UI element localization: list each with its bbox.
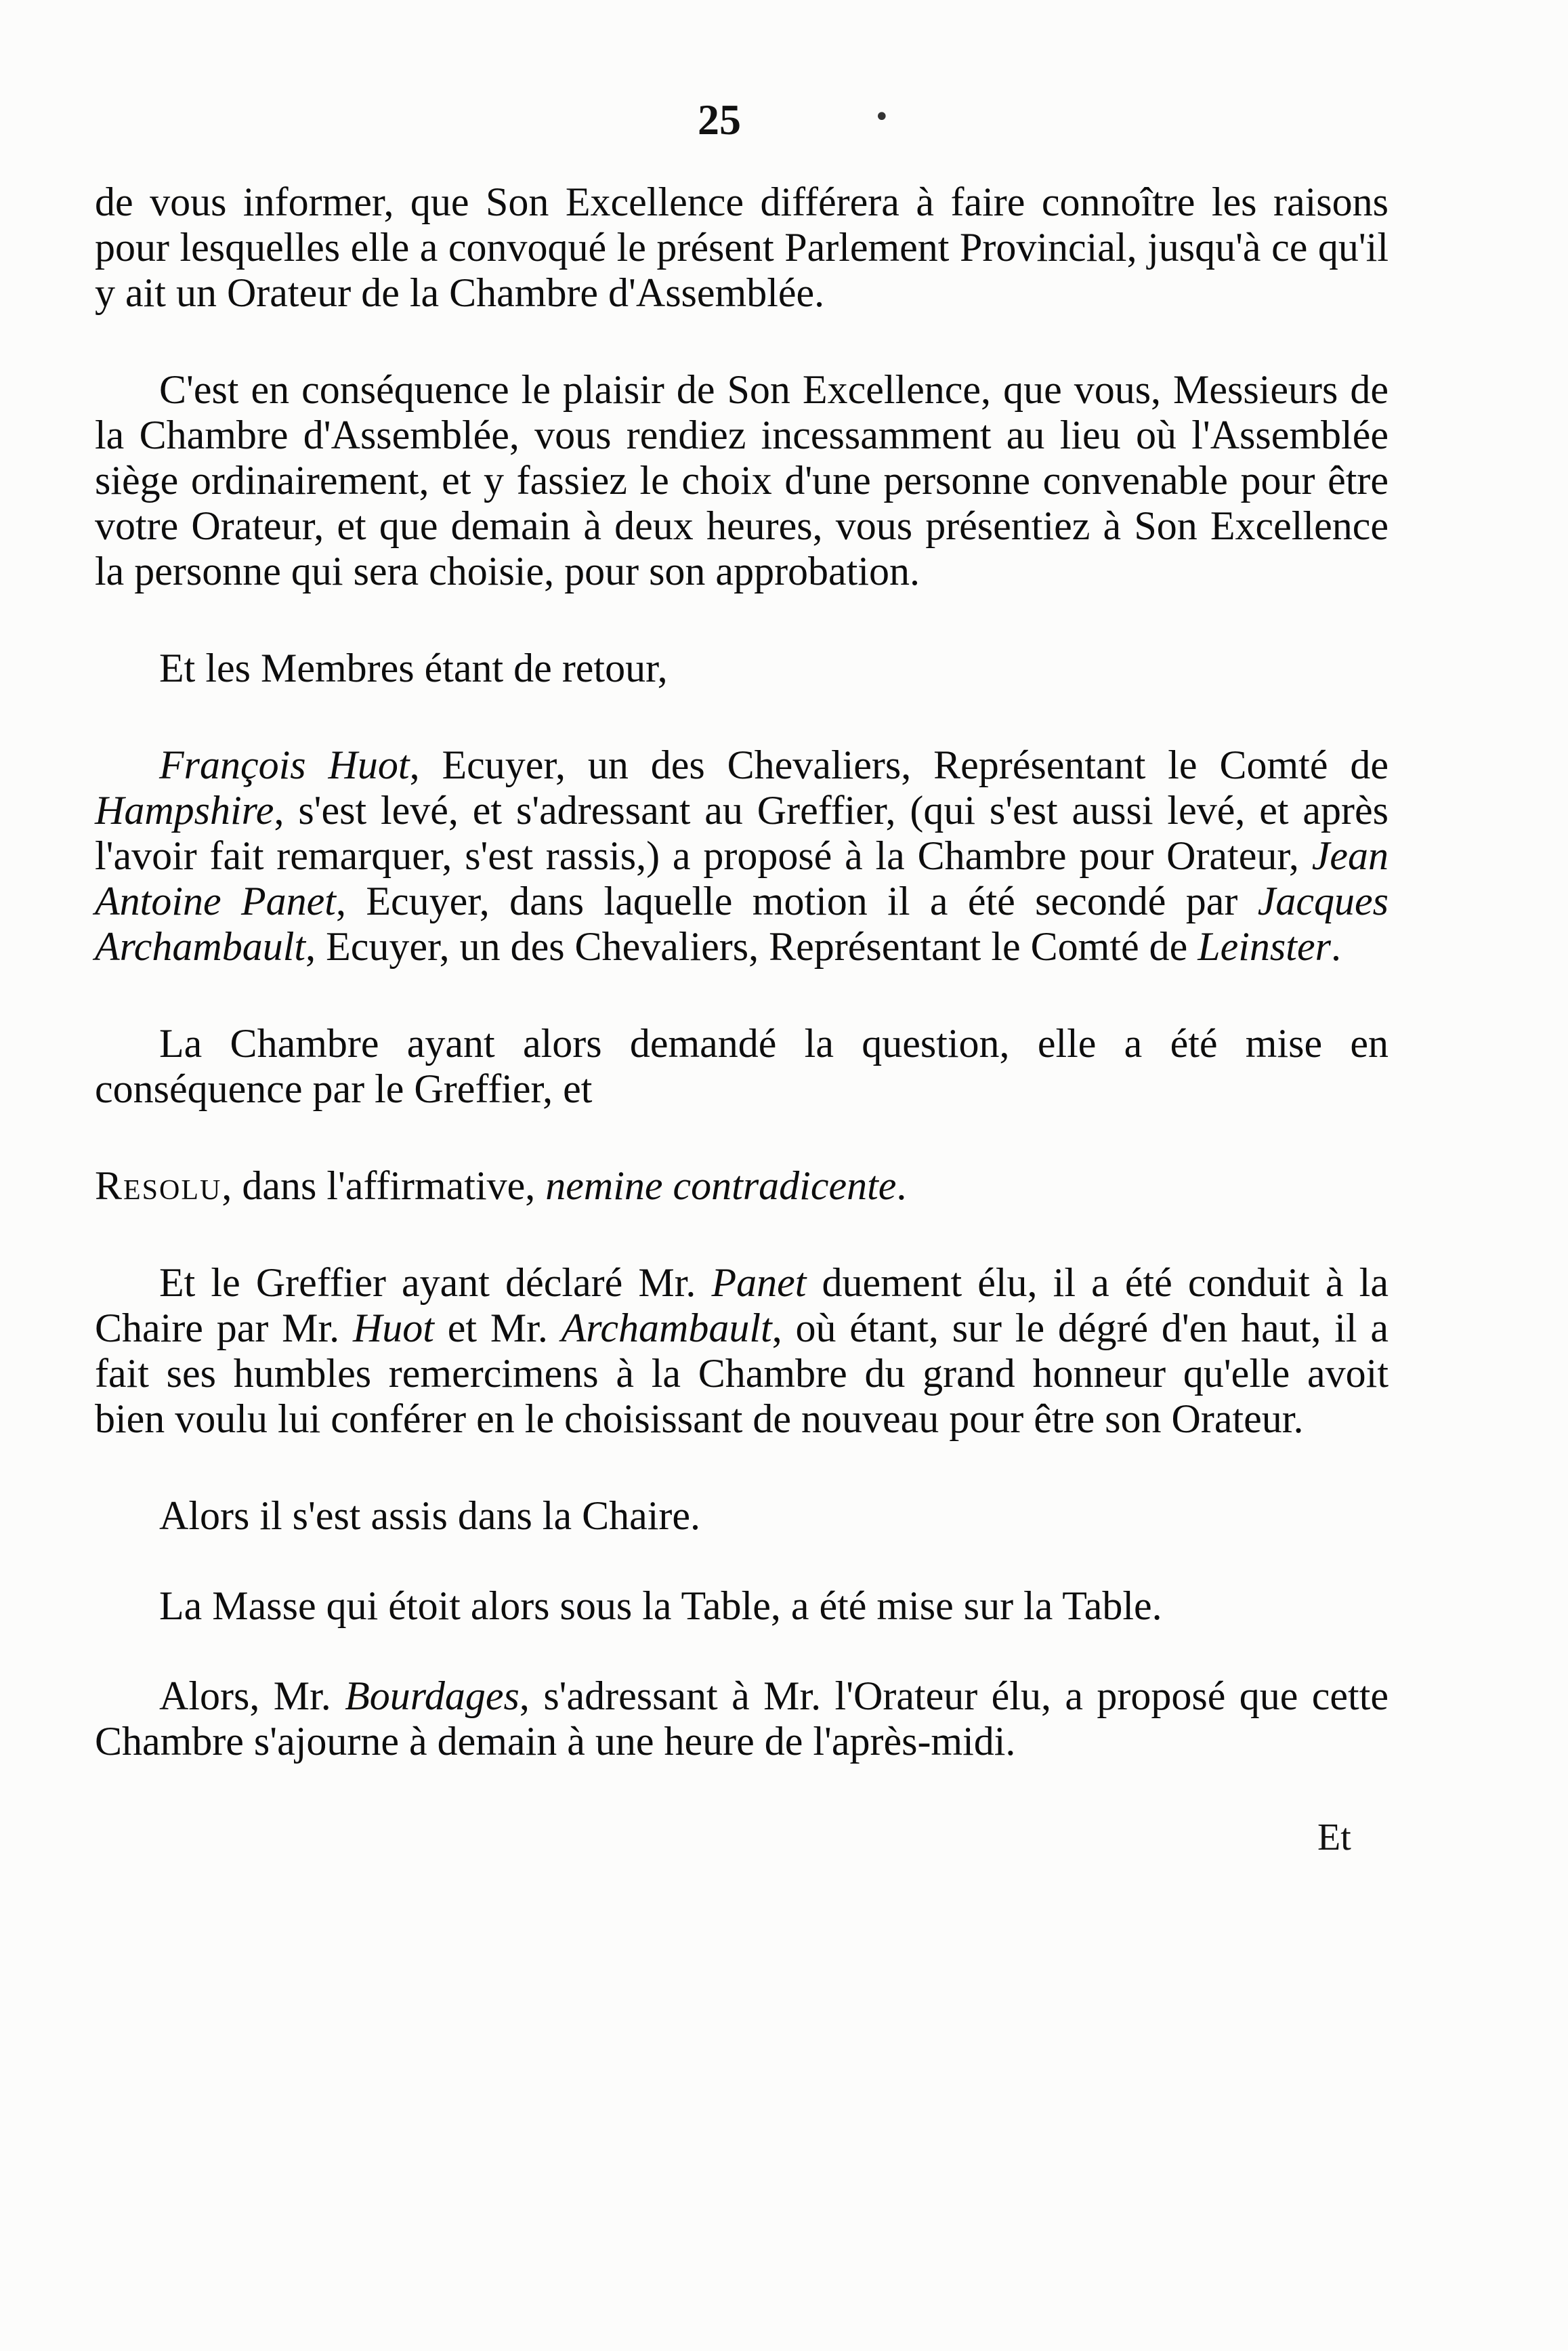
paragraph (95, 180, 1389, 316)
paragraph (95, 1583, 1389, 1629)
text-run: La Chambre ayant alors demandé la question, elle a été mise en conséquence par le Greffier, et (95, 1021, 1389, 1111)
paragraph (95, 1673, 1389, 1764)
italic-run: Leinster (1198, 924, 1331, 969)
text-run: Alors, Mr. (159, 1673, 345, 1718)
paragraph (95, 1493, 1389, 1539)
smallcaps-run: Resolu (95, 1163, 222, 1208)
italic-run: Jean Antoine Panet (95, 833, 1389, 923)
italic-run: Bourdages (345, 1673, 520, 1718)
text-run: , s'est levé, et s'adressant au Greffier, (qui s'est aussi levé, et après l'avoir fait remarquer, s'est rassis,) a proposé à la Chambre pour Orateur, (95, 788, 1389, 878)
paragraph (95, 367, 1389, 594)
text-run: Et les Membres étant de retour, (159, 646, 668, 690)
text-run: et Mr. (433, 1306, 561, 1350)
text-run: , Ecuyer, dans laquelle motion il a été secondé par (335, 879, 1258, 923)
paragraph (95, 646, 1389, 691)
page-number: 25 (698, 96, 741, 144)
text-run: , où étant, sur le dégré d'en haut, il a fait ses humbles remercimens à la Chambre du grand honneur qu'elle avoit bien voulu lui conférer en le choisissant de nouveau pour être son Orateur. (95, 1306, 1389, 1441)
catchword: Et (1317, 1816, 1351, 1858)
text-run: , Ecuyer, un des Chevaliers, Représentant le Comté de (409, 743, 1389, 787)
text-run: , Ecuyer, un des Chevaliers, Représentant le Comté de (305, 924, 1198, 969)
paragraph (95, 1260, 1389, 1442)
italic-run: nemine contradicente (545, 1163, 897, 1208)
ink-speck: • (874, 102, 890, 133)
italic-run: Archambault (561, 1306, 772, 1350)
text-run: . (896, 1163, 907, 1208)
paragraph (95, 1163, 1389, 1209)
text-run: La Masse qui étoit alors sous la Table, a été mise sur la Table. (159, 1583, 1162, 1628)
italic-run: Jacques Archambault (95, 879, 1389, 969)
text-run: . (1330, 924, 1341, 969)
paragraph (95, 1021, 1389, 1112)
page-body (95, 180, 1389, 1816)
paragraph (95, 743, 1389, 970)
text-run: de vous informer, que Son Excellence différera à faire connoître les raisons pour lesquelles elle a convoqué le présent Parlement Provincial, jusqu'à ce qu'il y ait un Orateur de la Chambre d'Assemblée. (95, 180, 1389, 315)
text-run: , dans l'affirmative, (221, 1163, 546, 1208)
italic-run: François Huot (159, 743, 410, 787)
italic-run: Panet (711, 1260, 807, 1305)
italic-run: Huot (352, 1306, 434, 1350)
text-run: Alors il s'est assis dans la Chaire. (159, 1493, 701, 1538)
text-run: C'est en conséquence le plaisir de Son Excellence, que vous, Messieurs de la Chambre d'Assemblée, vous rendiez incessamment au lieu où l'Assemblée siège ordinairement, et y fassiez le choix d'une personne convenable pour être votre Orateur, et que demain à deux heures, vous présentiez à Son Excellence la personne qui sera choisie, pour son approbation. (95, 367, 1389, 594)
italic-run: Hampshire (95, 788, 274, 833)
text-run: , s'adressant à Mr. l'Orateur élu, a proposé que cette Chambre s'ajourne à demain à une heure de l'après-midi. (95, 1673, 1389, 1764)
text-run: duement élu, il a été conduit à la Chaire par Mr. (95, 1260, 1389, 1350)
text-run: Et le Greffier ayant déclaré Mr. (159, 1260, 712, 1305)
